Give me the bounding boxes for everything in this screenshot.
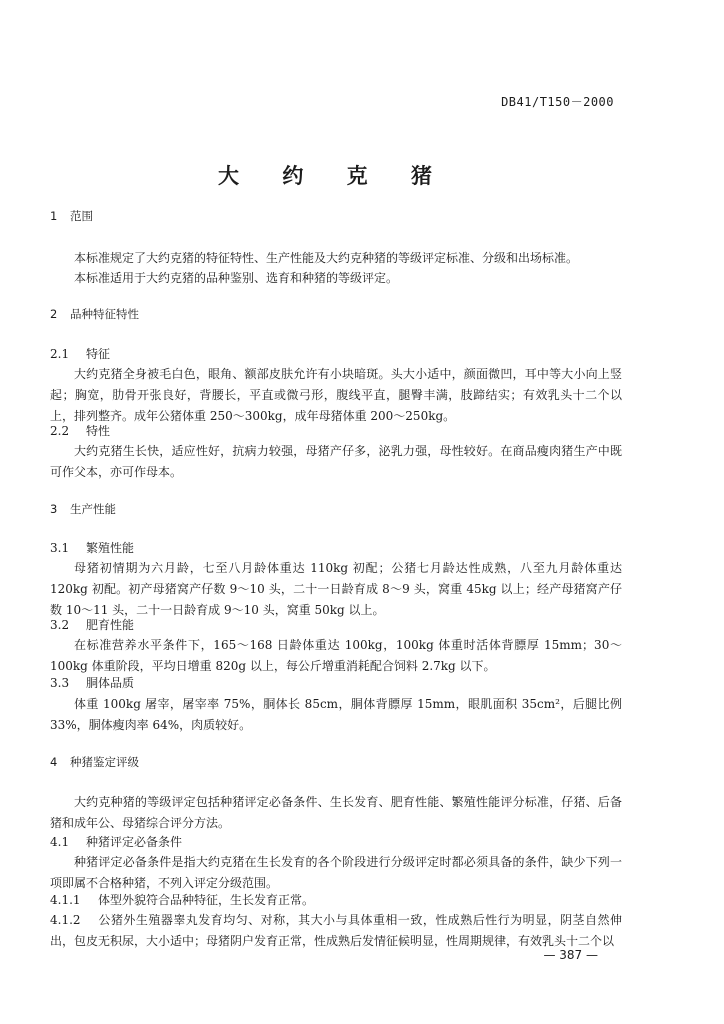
section-3-heading: 3 生产性能 [50,502,116,516]
section-4-1-heading: 4.1 种猪评定必备条件 [50,835,183,849]
section-3-1-paragraph: 母猪初情期为六月龄，七至八月龄体重达 110kg 初配；公猪七月龄达性成熟，八至九月龄体重达 120kg 初配。初产母猪窝产仔数 9～10 头，二十一日龄育成 8～9 头，窝重 45kg 以上；经产母猪窝产仔数 10～11 头，二十一日龄育成 9～10 头，窝重 50kg 以上。 [50,561,622,617]
section-2-1-paragraph: 大约克猪全身被毛白色，眼角、额部皮肤允许有小块暗斑。头大小适中，颜面微凹，耳中等大小向上竖起；胸宽，肋骨开张良好，背腰长，平直或微弓形，腹线平直，腿臀丰满，肢蹄结实；有效乳头十二个以上，排列整齐。成年公猪体重 250～300kg，成年母猪体重 200～250kg。 [50,367,622,423]
section-1-heading: 1 范围 [50,209,93,223]
section-3-3-heading: 3.3 胴体品质 [50,676,135,690]
section-4-1-1-item: 4.1.1 体型外貌符合品种特征，生长发育正常。 [50,893,315,907]
section-1-paragraph-2: 本标准适用于大约克猪的品种鉴别、选育和种猪的等级评定。 [74,271,399,285]
section-4-heading: 4 种猪鉴定评级 [50,755,139,769]
section-2-heading: 2 品种特征特性 [50,307,139,321]
section-2-2-heading: 2.2 特性 [50,424,111,438]
section-4-paragraph: 大约克种猪的等级评定包括种猪评定必备条件、生长发育、肥育性能、繁殖性能评分标准，仔猪、后备猪和成年公、母猪综合评分方法。 [50,795,622,830]
section-1-paragraph-1: 本标准规定了大约克猪的特征特性、生产性能及大约克种猪的等级评定标准、分级和出场标准。 [74,251,579,265]
section-3-2-paragraph: 在标准营养水平条件下，165～168 日龄体重达 100kg，100kg 体重时活体背膘厚 15mm；30～100kg 体重阶段，平均日增重 820g 以上，每公斤增重消耗配合饲料 2.7kg 以下。 [50,638,622,673]
section-3-2-heading: 3.2 肥育性能 [50,618,135,632]
section-3-3-paragraph: 体重 100kg 屠宰，屠宰率 75%，胴体长 85cm，胴体背膘厚 15mm，眼肌面积 35cm²，后腿比例 33%，胴体瘦肉率 64%，肉质较好。 [50,697,622,732]
standard-code: DB41/T150－2000 [501,95,614,109]
section-3-1-heading: 3.1 繁殖性能 [50,541,135,555]
section-2-2-paragraph: 大约克猪生长快，适应性好，抗病力较强，母猪产仔多，泌乳力强，母性较好。在商品瘦肉猪生产中既可作父本，亦可作母本。 [50,444,622,479]
section-4-1-paragraph: 种猪评定必备条件是指大约克猪在生长发育的各个阶段进行分级评定时都必须具备的条件，缺少下列一项即属不合格种猪，不列入评定分级范围。 [50,855,622,890]
page-number: — 387 — [543,948,598,962]
section-2-1-heading: 2.1 特征 [50,347,111,361]
section-4-1-2-item: 4.1.2 公猪外生殖器睾丸发育均匀、对称，其大小与具体重相一致，性成熟后性行为明显，阴茎自然伸出，包皮无积尿，大小适中；母猪阴户发育正常，性成熟后发情征候明显，性周期规律，有效乳头十二个以 [50,913,622,948]
document-title: 大 约 克 猪 [218,164,450,188]
